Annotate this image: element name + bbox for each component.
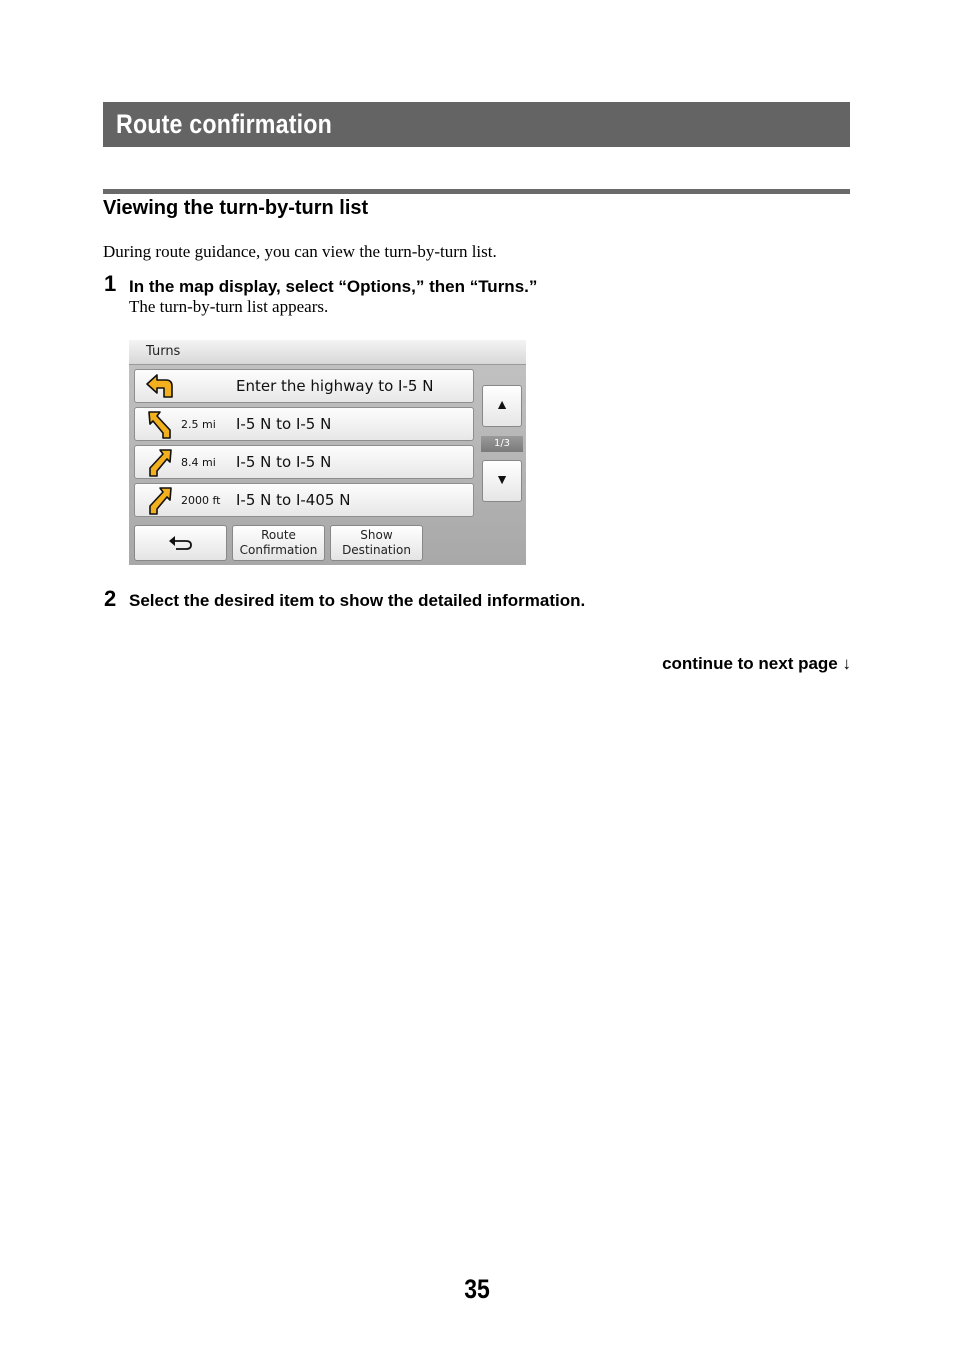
step-2-text: Select the desired item to show the detailed information. [129, 591, 586, 610]
keep-left-arrow-icon [145, 372, 175, 401]
bear-right-arrow-icon [145, 486, 175, 515]
section-header [103, 102, 850, 147]
turn-distance: 2.5 mi [181, 418, 216, 431]
turn-item-4[interactable] [134, 483, 474, 517]
show-destination-line2: Destination [342, 543, 411, 557]
triangle-down-icon: ▼ [495, 473, 509, 488]
screen-header [129, 340, 526, 365]
section-title: Route confirmation [116, 109, 332, 139]
scroll-down-button[interactable] [482, 460, 522, 502]
turns-screen [129, 340, 526, 565]
intro-text: During route guidance, you can view the turn-by-turn list. [103, 242, 497, 261]
step-1-text: In the map display, select “Options,” then “Turns.” [129, 277, 538, 296]
turn-name: I-5 N to I-5 N [236, 415, 332, 433]
route-confirmation-button[interactable] [232, 525, 325, 561]
down-arrow-icon: ↓ [842, 654, 851, 673]
turn-item-1[interactable] [134, 369, 474, 403]
route-confirmation-line1: Route [261, 528, 296, 542]
triangle-up-icon: ▲ [495, 398, 509, 413]
show-destination-line1: Show [360, 528, 393, 542]
turn-name: I-5 N to I-405 N [236, 491, 351, 509]
scroll-up-button[interactable] [482, 385, 522, 427]
turn-distance: 8.4 mi [181, 456, 216, 469]
page-number-text: 35 [464, 1274, 490, 1304]
step-1-number: 1 [104, 271, 117, 296]
show-destination-button[interactable] [330, 525, 423, 561]
subsection-rule [103, 189, 850, 194]
continue-note [662, 654, 851, 674]
turn-item-2[interactable] [134, 407, 474, 441]
bear-left-arrow-icon [145, 410, 175, 439]
turn-name: I-5 N to I-5 N [236, 453, 332, 471]
screen-title: Turns [146, 344, 181, 359]
step-1-result: The turn-by-turn list appears. [129, 297, 329, 316]
back-button[interactable] [134, 525, 227, 561]
bear-right-arrow-icon [145, 448, 175, 477]
page-indicator: 1/3 [481, 436, 523, 452]
turn-name: Enter the highway to I-5 N [236, 377, 434, 395]
step-2-number: 2 [104, 586, 117, 611]
subsection-title: Viewing the turn-by-turn list [103, 197, 369, 219]
turn-distance: 2000 ft [181, 494, 221, 507]
continue-text: continue to next page [662, 654, 838, 673]
page-number [0, 1274, 954, 1305]
route-confirmation-line2: Confirmation [239, 543, 318, 557]
back-arrow-icon [168, 534, 194, 552]
turn-item-3[interactable] [134, 445, 474, 479]
